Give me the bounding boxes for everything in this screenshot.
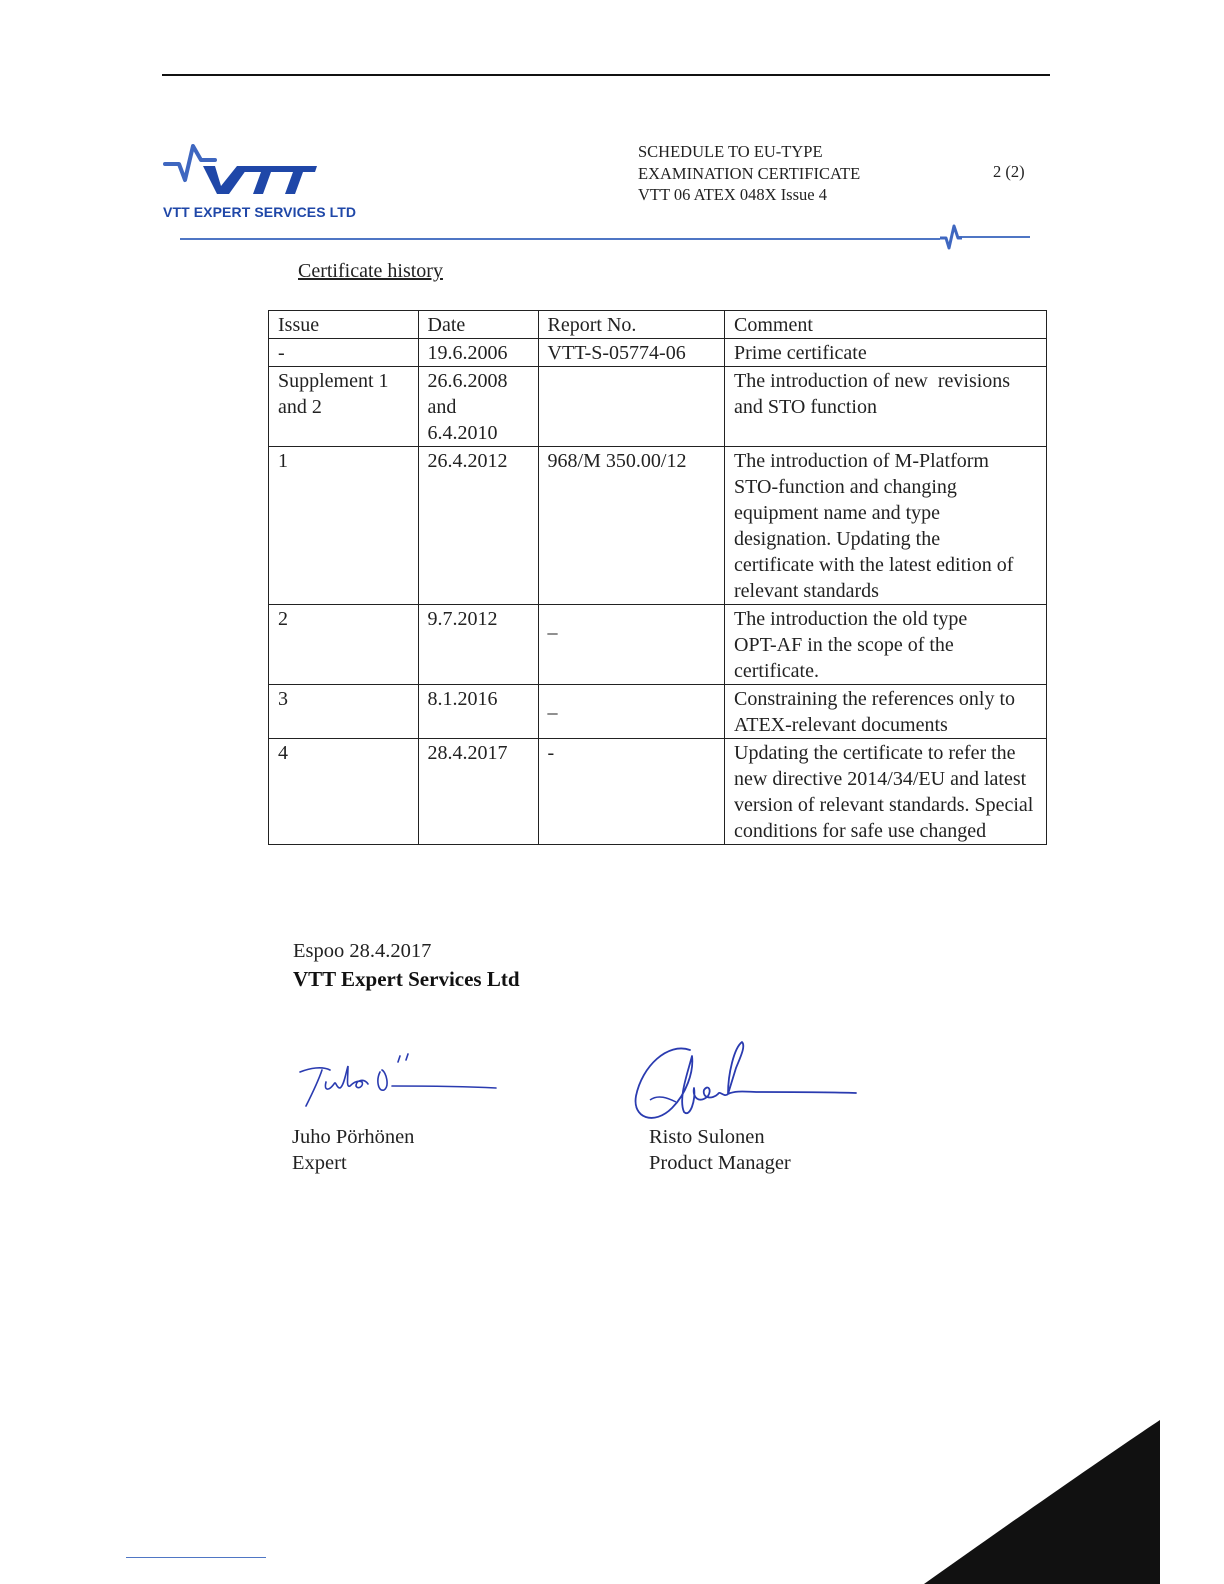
cell-report: VTT-S-05774-06 (538, 339, 724, 367)
cell-issue: - (269, 339, 419, 367)
cell-date: 26.6.2008 and 6.4.2010 (418, 367, 538, 447)
cell-comment: The introduction the old type OPT-AF in the scope of the certificate. (725, 605, 1047, 685)
vtt-logo-mark (163, 142, 323, 202)
cell-comment: The introduction of new revisions and STO function (725, 367, 1047, 447)
cell-issue: 4 (269, 739, 419, 845)
cell-issue: 3 (269, 685, 419, 739)
document-title (638, 141, 860, 206)
cell-report: 968/M 350.00/12 (538, 447, 724, 605)
cell-report: _ (538, 685, 724, 739)
cell-date: 9.7.2012 (418, 605, 538, 685)
table-row (269, 605, 1047, 685)
cell-comment: The introduction of M-Platform STO-function and changing equipment name and type designation. Updating the certificate with the latest edition of relevant standards (725, 447, 1047, 605)
cell-comment: Updating the certificate to refer the new directive 2014/34/EU and latest version of relevant standards. Special conditions for safe use changed (725, 739, 1047, 845)
cell-issue: Supplement 1 and 2 (269, 367, 419, 447)
column-header-date: Date (418, 311, 538, 339)
signature-juho-porhonen (296, 1052, 506, 1112)
table-row (269, 447, 1047, 605)
cell-date: 19.6.2006 (418, 339, 538, 367)
cell-comment: Prime certificate (725, 339, 1047, 367)
signer-1 (292, 1124, 414, 1176)
cell-date: 28.4.2017 (418, 739, 538, 845)
corner-decoration (920, 1420, 1160, 1584)
table-row (269, 739, 1047, 845)
certificate-history-table (268, 310, 1047, 845)
cell-date: 8.1.2016 (418, 685, 538, 739)
column-header-report: Report No. (538, 311, 724, 339)
section-title: Certificate history (298, 260, 443, 282)
cell-report (538, 367, 724, 447)
signer-title: Product Manager (649, 1152, 791, 1174)
page-number: 2 (2) (993, 162, 1025, 181)
pulse-icon (940, 222, 962, 252)
cell-issue: 1 (269, 447, 419, 605)
signer-name: Juho Pörhönen (292, 1126, 415, 1148)
table-row (269, 339, 1047, 367)
cell-comment: Constraining the references only to ATEX-relevant documents (725, 685, 1047, 739)
header-divider-end (958, 236, 1030, 238)
cell-report: _ (538, 605, 724, 685)
issuing-company: VTT Expert Services Ltd (293, 967, 520, 991)
top-rule (162, 74, 1050, 76)
table-header-row (269, 311, 1047, 339)
column-header-comment: Comment (725, 311, 1047, 339)
cell-issue: 2 (269, 605, 419, 685)
column-header-issue: Issue (269, 311, 419, 339)
table-row (269, 367, 1047, 447)
company-name-logo: VTT EXPERT SERVICES LTD (163, 204, 357, 220)
footer-rule (126, 1557, 266, 1558)
cell-date: 26.4.2012 (418, 447, 538, 605)
doc-title-line-2: EXAMINATION CERTIFICATE (638, 163, 861, 183)
place-and-date: Espoo 28.4.2017 (293, 940, 432, 962)
doc-title-line-1: SCHEDULE TO EU-TYPE (638, 142, 823, 161)
vtt-logo (163, 142, 373, 224)
signer-title: Expert (292, 1152, 347, 1174)
signer-name: Risto Sulonen (649, 1126, 765, 1148)
cell-report: - (538, 739, 724, 845)
signer-2 (649, 1124, 791, 1176)
table-row (269, 685, 1047, 739)
doc-title-line-3: VTT 06 ATEX 048X Issue 4 (638, 185, 827, 204)
header-divider (180, 238, 940, 240)
signature-risto-sulonen (628, 1038, 868, 1130)
